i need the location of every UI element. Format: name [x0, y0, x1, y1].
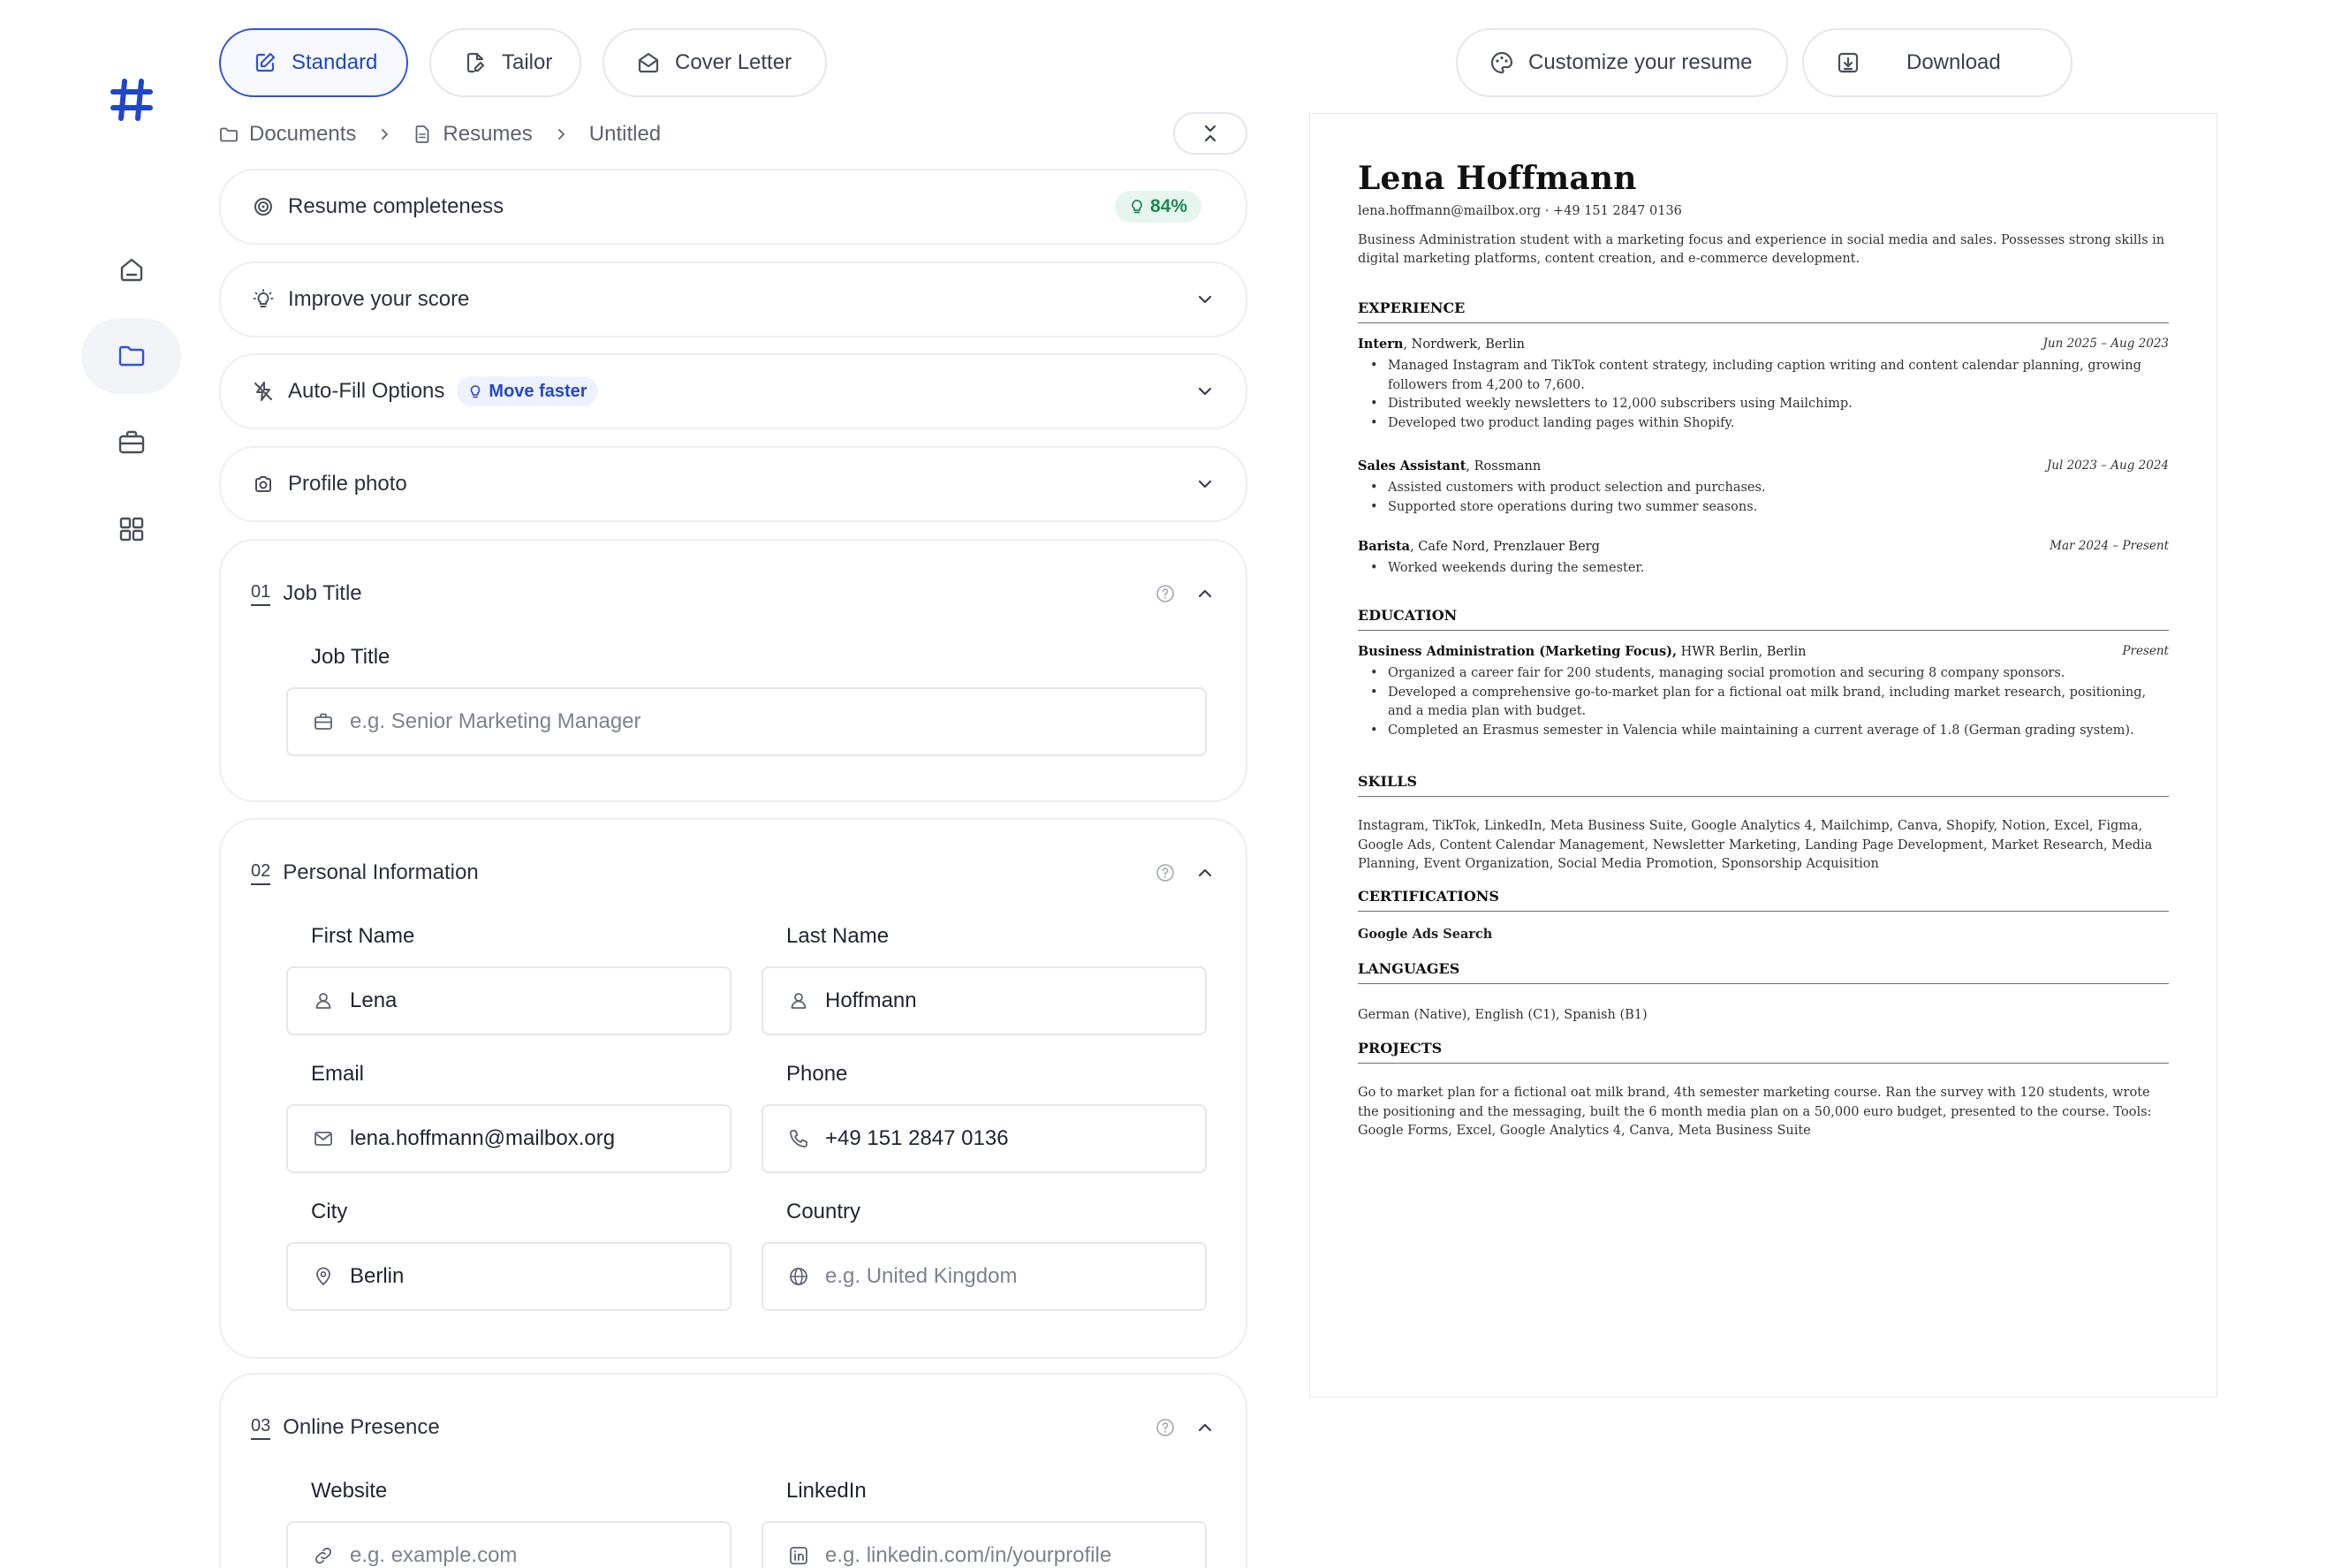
move-faster-label: Move faster	[489, 381, 587, 401]
mail-open-icon	[636, 50, 661, 75]
briefcase-icon	[313, 711, 334, 732]
section-divider	[1358, 796, 2169, 797]
last-name-input[interactable]	[762, 966, 1207, 1035]
education-school: HWR Berlin, Berlin	[1677, 645, 1807, 659]
linkedin-icon	[788, 1545, 809, 1566]
job-dates: Jun 2025 – Aug 2023	[2042, 337, 2169, 351]
resume-name: Lena Hoffmann	[1358, 160, 1637, 197]
section-number: 02	[251, 861, 270, 885]
mode-tailor-label: Tailor	[502, 50, 553, 74]
chevrons-collapse-icon	[1200, 123, 1221, 144]
resume-certifications-heading: CERTIFICATIONS	[1358, 888, 1499, 905]
improve-score-card[interactable]	[219, 261, 1247, 337]
chevron-right-icon	[377, 127, 391, 141]
completeness-badge	[1115, 191, 1201, 223]
city-label: City	[311, 1200, 348, 1223]
nav-documents[interactable]	[81, 318, 181, 394]
phone-value: +49 151 2847 0136	[825, 1126, 1009, 1150]
section-divider	[1358, 630, 2169, 631]
section-number: 03	[251, 1416, 270, 1440]
resume-job	[1358, 458, 2169, 517]
online-presence-section-header[interactable]	[251, 1410, 1216, 1445]
education-bullet: • Developed a comprehensive go-to-market plan for a fictional oat milk brand, including market research, positioning, and a media plan with budget.	[1358, 684, 2169, 722]
help-circle-icon[interactable]	[1156, 1418, 1175, 1437]
chevron-down-icon	[1194, 381, 1216, 402]
job-role: Intern	[1358, 337, 1404, 352]
briefcase-icon	[116, 427, 148, 458]
phone-input[interactable]	[762, 1104, 1207, 1173]
nav-apps[interactable]	[81, 491, 181, 567]
website-placeholder: e.g. example.com	[350, 1543, 518, 1567]
mode-cover-letter-label: Cover Letter	[675, 50, 792, 74]
resume-skills: Instagram, TikTok, LinkedIn, Meta Business Suite, Google Analytics 4, Mailchimp, Canva, Shopify, Notion, Excel, Figma, Google Ads, Content Calendar Management, Newsletter Marketing, Landing Page Development, Market Research, Media Planning, Event Organization, Social Media Promotion, Sponsorship Acquisition	[1358, 819, 2153, 871]
chevron-up-icon[interactable]	[1194, 862, 1216, 883]
personal-information-section-header[interactable]	[251, 855, 1216, 890]
user-icon	[788, 990, 809, 1011]
phone-label: Phone	[786, 1062, 848, 1086]
resume-languages: German (Native), English (C1), Spanish (B1)	[1358, 1008, 1648, 1022]
job-org: , Cafe Nord, Prenzlauer Berg	[1410, 540, 1600, 554]
section-number: 01	[251, 582, 270, 606]
section-title: Personal Information	[283, 860, 479, 884]
breadcrumb	[219, 120, 661, 148]
country-placeholder: e.g. United Kingdom	[825, 1264, 1018, 1288]
link-icon	[313, 1545, 334, 1566]
resume-languages-heading: LANGUAGES	[1358, 960, 1460, 977]
lightbulb-icon	[1129, 199, 1145, 215]
job-dates: Mar 2024 – Present	[2050, 539, 2169, 553]
lightbulb-icon	[467, 383, 483, 399]
job-title-input[interactable]	[286, 687, 1207, 756]
completeness-value: 84%	[1149, 196, 1187, 216]
website-input[interactable]	[286, 1521, 731, 1568]
palette-icon	[1489, 50, 1514, 75]
phone-icon	[788, 1128, 809, 1149]
customize-resume-button[interactable]	[1456, 28, 1788, 97]
job-title-label: Job Title	[311, 645, 390, 669]
chevron-up-icon[interactable]	[1194, 583, 1216, 604]
job-bullet: • Worked weekends during the semester.	[1358, 559, 2169, 579]
edit-icon	[253, 50, 277, 75]
lightbulb-icon	[253, 289, 274, 310]
app-logo[interactable]	[110, 78, 154, 122]
resume-skills-heading: SKILLS	[1358, 773, 1417, 790]
job-bullet: • Distributed weekly newsletters to 12,000 subscribers using Mailchimp.	[1358, 395, 2169, 414]
job-dates: Jul 2023 – Aug 2024	[2046, 458, 2169, 473]
mode-tailor-button[interactable]	[429, 28, 581, 97]
profile-photo-card[interactable]	[219, 446, 1247, 522]
download-label: Download	[1906, 50, 2001, 74]
city-value: Berlin	[350, 1264, 405, 1288]
resume-contact: lena.hoffmann@mailbox.org · +49 151 2847 0136	[1358, 204, 1682, 218]
grid-icon	[116, 513, 148, 545]
email-value: lena.hoffmann@mailbox.org	[350, 1126, 616, 1150]
education-bullet: • Completed an Erasmus semester in Valencia while maintaining a current average of 1.8 (German grading system).	[1358, 722, 2169, 741]
target-icon	[253, 196, 274, 217]
section-divider	[1358, 983, 2169, 984]
folder-icon	[219, 125, 239, 144]
job-title-section	[219, 539, 1247, 802]
profile-photo-label: Profile photo	[288, 472, 407, 496]
education-dates: Present	[2122, 644, 2169, 658]
chevron-right-icon	[554, 127, 568, 141]
email-input[interactable]	[286, 1104, 731, 1173]
hash-icon	[110, 78, 154, 122]
file-icon	[413, 125, 432, 144]
section-title: Online Presence	[283, 1415, 440, 1439]
education-degree: Business Administration (Marketing Focus),	[1358, 644, 1678, 659]
job-bullet: • Supported store operations during two summer seasons.	[1358, 498, 2169, 518]
autofill-card[interactable]	[219, 353, 1247, 429]
mode-standard-button[interactable]	[219, 28, 408, 97]
resume-projects: Go to market plan for a fictional oat milk brand, 4th semester marketing course. Ran the survey with 120 students, wrote the positioning and the messaging, built the 6 month media plan on a 50,000 euro budget, presented to the course. Tools: Google Forms, Excel, Google Analytics 4, Canva, Meta Business Suite	[1358, 1086, 2152, 1138]
country-label: Country	[786, 1200, 861, 1223]
resume-preview	[1309, 113, 2217, 1398]
resume-education-heading: EDUCATION	[1358, 607, 1458, 624]
job-role: Sales Assistant	[1358, 458, 1466, 473]
download-icon	[1836, 50, 1860, 75]
linkedin-input[interactable]	[762, 1521, 1207, 1568]
nav-jobs[interactable]	[81, 405, 181, 481]
move-faster-badge	[457, 376, 597, 406]
completeness-label: Resume completeness	[288, 194, 504, 218]
chevron-down-icon	[1194, 289, 1216, 310]
chevron-up-icon[interactable]	[1194, 1417, 1216, 1438]
personal-information-section	[219, 818, 1247, 1359]
first-name-label: First Name	[311, 924, 415, 948]
mode-standard-label: Standard	[292, 50, 378, 74]
user-icon	[313, 990, 334, 1011]
section-title: Job Title	[283, 581, 362, 605]
customize-resume-label: Customize your resume	[1528, 50, 1753, 74]
last-name-label: Last Name	[786, 924, 890, 948]
resume-experience-heading: EXPERIENCE	[1358, 299, 1466, 316]
improve-score-label: Improve your score	[288, 287, 470, 311]
autofill-label: Auto-Fill Options	[288, 379, 445, 403]
map-pin-icon	[313, 1266, 334, 1287]
job-bullet: • Developed two product landing pages within Shopify.	[1358, 414, 2169, 434]
help-circle-icon[interactable]	[1156, 863, 1175, 882]
zap-off-icon	[253, 381, 274, 402]
job-bullet: • Assisted customers with product selection and purchases.	[1358, 479, 2169, 498]
mail-icon	[313, 1128, 334, 1149]
resume-summary: Business Administration student with a marketing focus and experience in social media and sales. Possesses strong skills in digital marketing platforms, content creation, and e-commerce development.	[1358, 233, 2165, 266]
section-divider	[1358, 322, 2169, 323]
chevron-down-icon	[1194, 473, 1216, 495]
download-button[interactable]	[1802, 28, 2073, 97]
home-icon	[116, 254, 148, 285]
breadcrumb-documents[interactable]: Documents	[249, 122, 357, 146]
help-circle-icon[interactable]	[1156, 584, 1175, 603]
online-presence-section	[219, 1373, 1247, 1568]
country-input[interactable]	[762, 1242, 1207, 1311]
resume-job	[1358, 337, 2169, 433]
folder-icon	[116, 340, 148, 372]
section-divider	[1358, 911, 2169, 912]
last-name-value: Hoffmann	[825, 989, 917, 1012]
resume-education	[1358, 644, 2169, 740]
job-title-placeholder: e.g. Senior Marketing Manager	[350, 709, 641, 733]
website-label: Website	[311, 1479, 388, 1503]
mode-cover-letter-button[interactable]	[602, 28, 827, 97]
section-divider	[1358, 1063, 2169, 1064]
first-name-input[interactable]	[286, 966, 731, 1035]
completeness-card	[219, 169, 1247, 245]
first-name-value: Lena	[350, 989, 398, 1012]
job-role: Barista	[1358, 539, 1411, 554]
nav-home[interactable]	[81, 231, 181, 307]
breadcrumb-current: Untitled	[588, 122, 662, 146]
job-bullet: • Managed Instagram and TikTok content strategy, including caption writing and content calendar planning, growing followers from 4,200 to 7,600.	[1358, 357, 2169, 395]
email-label: Email	[311, 1062, 365, 1086]
camera-icon	[253, 473, 274, 495]
resume-projects-heading: PROJECTS	[1358, 1040, 1443, 1057]
job-title-section-header[interactable]	[251, 576, 1216, 611]
globe-icon	[788, 1266, 809, 1287]
education-bullet: • Organized a career fair for 200 students, managing social promotion and securing 8 company sponsors.	[1358, 664, 2169, 684]
resume-certification: Google Ads Search	[1358, 927, 1493, 942]
file-edit-icon	[463, 50, 488, 75]
job-org: , Nordwerk, Berlin	[1403, 337, 1525, 352]
resume-job	[1358, 539, 2169, 579]
linkedin-label: LinkedIn	[786, 1479, 867, 1503]
breadcrumb-resumes[interactable]: Resumes	[443, 122, 533, 146]
collapse-all-button[interactable]	[1173, 112, 1247, 155]
job-org: , Rossmann	[1466, 459, 1542, 473]
city-input[interactable]	[286, 1242, 731, 1311]
linkedin-placeholder: e.g. linkedin.com/in/yourprofile	[825, 1543, 1112, 1567]
